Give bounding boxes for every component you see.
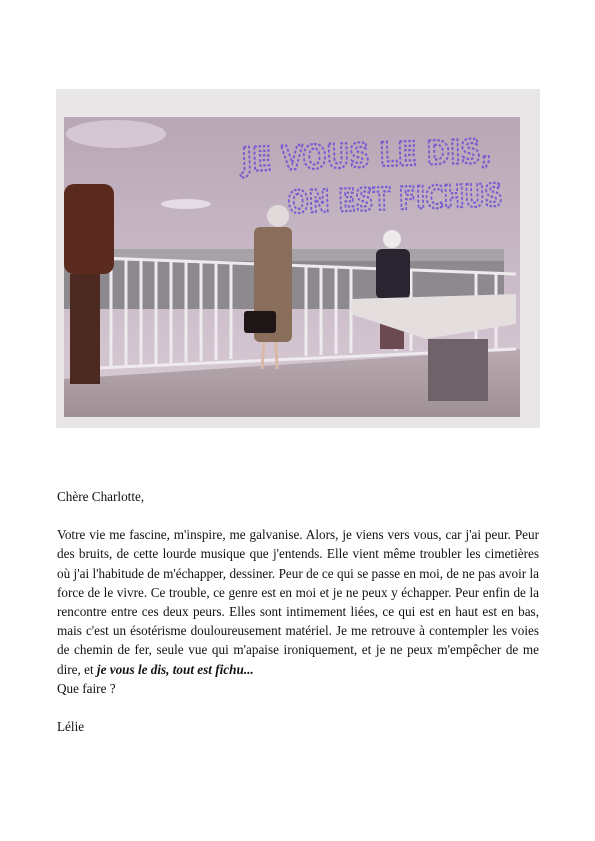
photo-overlay-line2: ON EST FICHUS: [287, 175, 540, 221]
photo-overlay-line1: JE VOUS LE DIS,: [240, 129, 535, 179]
letter-body-text: Votre vie me fascine, m'inspire, me galvanise. Alors, je viens vers vous, car j'ai peur. Peur des bruits, de cette lourde musique que j'entends. Elle vient même troubler les cimetières où j'ai l'habitude de m'échapper, dessiner. Peur de ce qui se passe en moi, de ne pas avoir la force de le vivre. Ce trouble, ce genre est en moi et je ne peux y échapper. Peur enfin de la rencontre entre ces deux peurs. Elles sont intimement liées, ce qui est en haut est en bas, mais c'est un ésotérisme douloureusement matériel. Je me retrouve à contempler les voies de chemin de fer, seule vue qui m'apaise ironiquement, et je ne peux m'empêcher de me dire, et: [57, 527, 539, 677]
letter: [57, 487, 539, 736]
photo-illustration: [56, 89, 540, 428]
letter-greeting: Chère Charlotte,: [57, 489, 145, 504]
photo-figure: [56, 89, 540, 428]
letter-emphasis: je vous le dis, tout est fichu...: [96, 661, 254, 677]
letter-body: [57, 525, 539, 679]
letter-signature: Lélie: [57, 719, 85, 735]
letter-question: Que faire ?: [57, 680, 116, 696]
